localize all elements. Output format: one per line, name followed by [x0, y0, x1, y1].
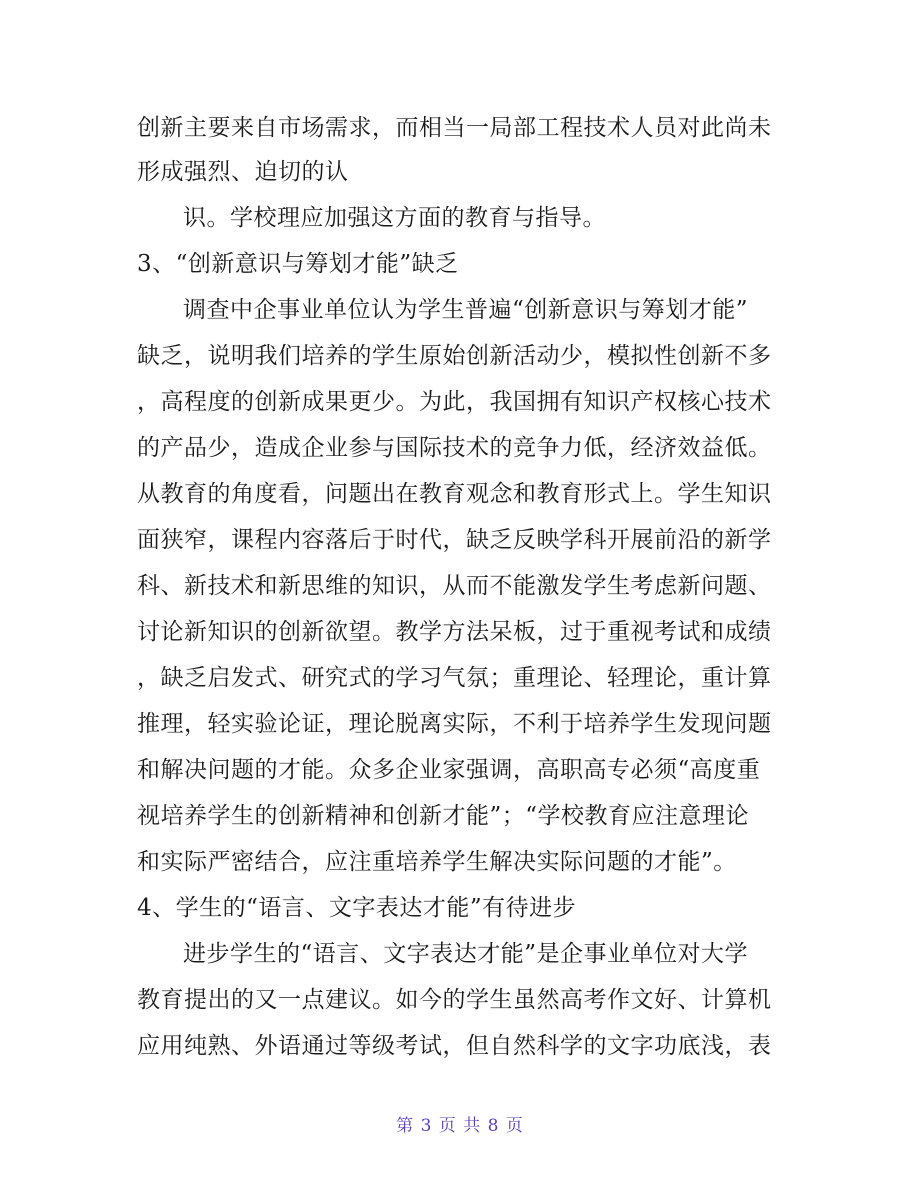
paragraph-line: 讨论新知识的创新欲望。教学方法呆板，过于重视考试和成绩: [137, 619, 772, 645]
section-heading: 3、“创新意识与筹划才能”缺乏: [137, 251, 459, 277]
paragraph-line: 和实际严密结合，应注重培养学生解决实际问题的才能”。: [137, 849, 737, 875]
paragraph-line: 推理，轻实验论证，理论脱离实际，不利于培养学生发现问题: [137, 711, 772, 737]
paragraph-line: 科、新技术和新思维的知识，从而不能激发学生考虑新问题、: [137, 573, 772, 599]
paragraph-line: 视培养学生的创新精神和创新才能”；“学校教育应注意理论: [137, 803, 750, 829]
paragraph-line: ，缺乏启发式、研究式的学习气氛；重理论、轻理论，重计算: [137, 665, 772, 691]
paragraph-line: 面狭窄，课程内容落后于时代，缺乏反映学科开展前沿的新学: [137, 527, 772, 553]
section-heading: 4、学生的“语言、文字表达才能”有待进步: [137, 895, 577, 921]
paragraph-line: 缺乏，说明我们培养的学生原始创新活动少，模拟性创新不多: [137, 343, 772, 369]
paragraph-line: 的产品少，造成企业参与国际技术的竞争力低，经济效益低。: [137, 435, 772, 461]
paragraph-line: 应用纯熟、外语通过等级考试，但自然科学的文字功底浅，表: [137, 1033, 772, 1059]
paragraph-line: 从教育的角度看，问题出在教育观念和教育形式上。学生知识: [137, 481, 772, 507]
paragraph-line: 创新主要来自市场需求，而相当一局部工程技术人员对此尚未: [137, 115, 772, 141]
page-number-footer: 第 3 页 共 8 页: [396, 1116, 524, 1136]
paragraph-line: 进步学生的“语言、文字表达才能”是企事业单位对大学: [183, 941, 749, 967]
paragraph-line: ，高程度的创新成果更少。为此，我国拥有知识产权核心技术: [137, 389, 772, 415]
paragraph-line: 形成强烈、迫切的认: [137, 159, 349, 185]
paragraph-line: 识。学校理应加强这方面的教育与指导。: [183, 205, 606, 231]
paragraph-line: 教育提出的又一点建议。如今的学生虽然高考作文好、计算机: [137, 987, 772, 1013]
paragraph-line: 和解决问题的才能。众多企业家强调，高职高专必须“高度重: [137, 757, 761, 783]
paragraph-line: 调查中企事业单位认为学生普遍“创新意识与筹划才能”: [183, 297, 749, 323]
